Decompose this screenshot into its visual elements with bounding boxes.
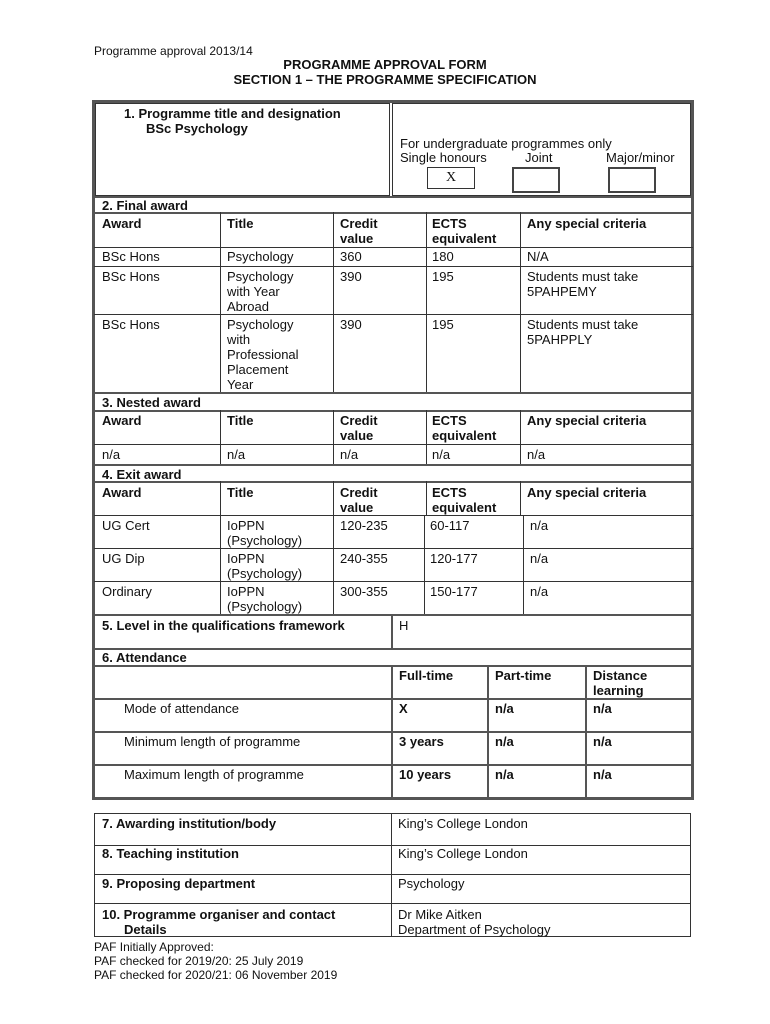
s2-col-credit: Credit value <box>340 216 378 246</box>
joint-label: Joint <box>525 150 553 165</box>
s4-r3-ects: 150-177 <box>430 584 478 599</box>
s4-r2-award: UG Dip <box>102 551 145 566</box>
programme-title-value: BSc Psychology <box>146 121 248 136</box>
s4-r2-credit: 240-355 <box>340 551 388 566</box>
s4-r2-ects: 120-177 <box>430 551 478 566</box>
s2-r1-special: N/A <box>527 249 549 264</box>
s4-r1-credit: 120-235 <box>340 518 388 533</box>
s6-heading: 6. Attendance <box>102 650 187 665</box>
s2-r3-credit: 390 <box>340 317 362 332</box>
s10-heading: 10. Programme organiser and contact Details <box>102 907 336 937</box>
s2-r2-ects: 195 <box>432 269 454 284</box>
min-length-full-time: 3 years <box>399 734 444 749</box>
single-honours-checkbox[interactable] <box>427 167 475 189</box>
single-honours-mark: X <box>445 170 457 185</box>
joint-checkbox[interactable] <box>512 167 560 193</box>
s2-r2-special: Students must take 5PAHPEMY <box>527 269 639 299</box>
col-full-time: Full-time <box>399 668 454 683</box>
min-length-distance: n/a <box>593 734 612 749</box>
s3-col-special: Any special criteria <box>527 413 647 428</box>
s3-col-credit: Credit value <box>340 413 378 443</box>
s2-r1-ects: 180 <box>432 249 454 264</box>
s2-heading: 2. Final award <box>102 198 188 213</box>
s3-col-ects: ECTS equivalent <box>432 413 497 443</box>
min-length-label: Minimum length of programme <box>124 734 301 749</box>
max-length-part-time: n/a <box>495 767 514 782</box>
s4-col-ects: ECTS equivalent <box>432 485 497 515</box>
s4-r1-special: n/a <box>530 518 549 533</box>
s5-heading: 5. Level in the qualifications framework <box>102 618 345 633</box>
s4-r2-special: n/a <box>530 551 549 566</box>
s2-r2-title: Psychology with Year Abroad <box>227 269 294 314</box>
teaching-institution-value: King’s College London <box>398 846 528 861</box>
s3-award: n/a <box>102 447 121 462</box>
s3-special: n/a <box>527 447 546 462</box>
document-header-note: Programme approval 2013/14 <box>94 44 253 58</box>
s3-title: n/a <box>227 447 246 462</box>
form-title: PROGRAMME APPROVAL FORM <box>283 57 487 72</box>
s4-r3-credit: 300-355 <box>340 584 388 599</box>
mode-full-time: X <box>399 701 408 716</box>
proposing-department-value: Psychology <box>398 876 465 891</box>
col-distance-learning: Distance learning <box>593 668 648 698</box>
awarding-institution-value: King’s College London <box>398 816 528 831</box>
s4-r3-title: IoPPN (Psychology) <box>227 584 303 614</box>
s4-r2-title: IoPPN (Psychology) <box>227 551 303 581</box>
mode-of-attendance-label: Mode of attendance <box>124 701 239 716</box>
s2-r2-award: BSc Hons <box>102 269 160 284</box>
s2-r3-ects: 195 <box>432 317 454 332</box>
s4-heading: 4. Exit award <box>102 467 182 482</box>
mode-part-time: n/a <box>495 701 514 716</box>
mode-distance: n/a <box>593 701 612 716</box>
s4-col-title: Title <box>227 485 254 500</box>
footer-initially-approved: PAF Initially Approved: <box>94 940 214 954</box>
s2-r2-credit: 390 <box>340 269 362 284</box>
section-title: SECTION 1 – THE PROGRAMME SPECIFICATION <box>233 72 537 87</box>
s4-col-credit: Credit value <box>340 485 378 515</box>
s2-col-special: Any special criteria <box>527 216 647 231</box>
s3-col-award: Award <box>102 413 142 428</box>
s3-credit: n/a <box>340 447 359 462</box>
footer-checked-2020-21: PAF checked for 2020/21: 06 November 2019 <box>94 968 338 982</box>
s3-ects: n/a <box>432 447 451 462</box>
ug-only-label: For undergraduate programmes only <box>400 136 612 151</box>
col-part-time: Part-time <box>495 668 552 683</box>
max-length-full-time: 10 years <box>399 767 452 782</box>
s9-heading: 9. Proposing department <box>102 876 256 891</box>
s1-heading: 1. Programme title and designation <box>124 106 341 121</box>
s2-r1-award: BSc Hons <box>102 249 160 264</box>
s2-r1-title: Psychology <box>227 249 294 264</box>
programme-organiser-value: Dr Mike Aitken Department of Psychology <box>398 907 551 937</box>
s2-col-title: Title <box>227 216 254 231</box>
s3-col-title: Title <box>227 413 254 428</box>
s4-r1-ects: 60-117 <box>430 518 470 533</box>
s2-r3-special: Students must take 5PAHPPLY <box>527 317 639 347</box>
s4-r3-special: n/a <box>530 584 549 599</box>
min-length-part-time: n/a <box>495 734 514 749</box>
s4-r1-award: UG Cert <box>102 518 150 533</box>
s4-r3-award: Ordinary <box>102 584 152 599</box>
single-honours-label: Single honours <box>400 150 487 165</box>
s2-r1-credit: 360 <box>340 249 362 264</box>
major-minor-checkbox[interactable] <box>608 167 656 193</box>
max-length-distance: n/a <box>593 767 612 782</box>
s4-r1-title: IoPPN (Psychology) <box>227 518 303 548</box>
s2-r3-award: BSc Hons <box>102 317 160 332</box>
s4-col-special: Any special criteria <box>527 485 647 500</box>
max-length-label: Maximum length of programme <box>124 767 304 782</box>
s2-col-award: Award <box>102 216 142 231</box>
major-minor-label: Major/minor <box>606 150 675 165</box>
s8-heading: 8. Teaching institution <box>102 846 239 861</box>
s2-col-ects: ECTS equivalent <box>432 216 497 246</box>
qualification-level-value: H <box>399 618 409 633</box>
s4-col-award: Award <box>102 485 142 500</box>
s3-heading: 3. Nested award <box>102 395 201 410</box>
s7-heading: 7. Awarding institution/body <box>102 816 277 831</box>
s2-r3-title: Psychology with Professional Placement Year <box>227 317 299 392</box>
footer-checked-2019-20: PAF checked for 2019/20: 25 July 2019 <box>94 954 304 968</box>
